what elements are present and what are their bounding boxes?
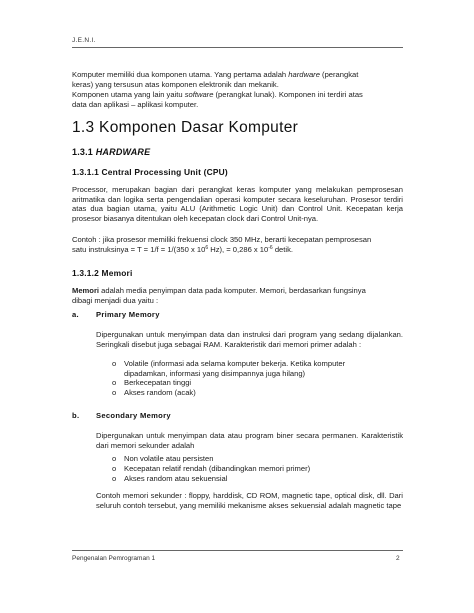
intro-software-term: software <box>184 90 214 99</box>
intro-text: data dan aplikasi – aplikasi komputer. <box>72 99 199 109</box>
subsection-title: HARDWARE <box>95 147 151 157</box>
memory-text: adalah media penyimpan data pada komputer. Memori, berdasarkan fungsinya <box>99 286 366 295</box>
bullet-marker: o <box>112 359 117 368</box>
bullet-text: dipadamkan, informasi yang disimpannya juga hilang) <box>124 368 306 378</box>
secondary-bullet-2 <box>112 464 403 474</box>
bullet-text: Akses random atau sekuensial <box>124 474 228 483</box>
exponent: -6 <box>268 244 273 251</box>
memory-text: dibagi menjadi dua yaitu : <box>72 295 159 305</box>
page-number: 2 <box>396 555 400 562</box>
bullet-text: Kecepatan relatif rendah (dibandingkan memori primer) <box>124 464 311 473</box>
header-title: J.E.N.I. <box>72 37 96 44</box>
cpu-heading: 1.3.1.1 Central Processing Unit (CPU) <box>72 167 228 177</box>
bullet-marker: o <box>112 464 117 473</box>
bullet-marker: o <box>112 378 117 387</box>
primary-marker: a. <box>72 310 79 319</box>
primary-bullet-1 <box>112 359 403 379</box>
bullet-text: Berkecepatan tinggi <box>124 378 192 387</box>
memory-heading: 1.3.1.2 Memori <box>72 268 133 278</box>
section-heading: 1.3 Komponen Dasar Komputer <box>72 119 299 136</box>
primary-bullet-3 <box>112 388 403 398</box>
bullet-text: Akses random (acak) <box>124 388 196 397</box>
subsection-number: 1.3.1 <box>72 147 96 157</box>
subsection-heading <box>72 147 150 157</box>
primary-title: Primary Memory <box>96 310 160 319</box>
cpu-example-line: Contoh : jika prosesor memiliki frekuensi clock 350 MHz, berarti kecepatan pemprosesan <box>72 235 372 244</box>
secondary-example: Contoh memori sekunder : floppy, harddisk, CD ROM, magnetic tape, optical disk, dll. Dari seluruh contoh tersebut, yang memiliki mekanisme akses sekuensial adalah magnetic tape <box>96 491 403 510</box>
cpu-example-line: detik. <box>272 244 293 254</box>
intro-text: Komponen utama yang lain yaitu <box>72 90 185 99</box>
intro-text: Komputer memiliki dua komponen utama. Yang pertama adalah <box>72 70 289 79</box>
intro-paragraph-1 <box>72 70 403 89</box>
header-rule <box>72 47 403 48</box>
bullet-text: Volatile (informasi ada selama komputer bekerja. Ketika komputer <box>124 359 346 368</box>
primary-bullet-2 <box>112 378 403 388</box>
cpu-example-line: Hz), = 0,286 x 10 <box>208 244 269 254</box>
bullet-marker: o <box>112 474 117 483</box>
secondary-marker: b. <box>72 411 80 420</box>
cpu-example <box>72 235 403 254</box>
cpu-example-line: satu instruksinya = T = 1/f = 1/(350 x 10 <box>72 244 206 254</box>
intro-text: (perangkat lunak). Komponen ini terdiri atas <box>213 90 363 99</box>
secondary-description: Dipergunakan untuk menyimpan data atau program biner secara permanen. Karakteristik dari memori sekunder adalah <box>96 431 403 450</box>
footer-title: Pengenalan Pemrograman 1 <box>72 555 156 562</box>
memory-term: Memori <box>72 286 100 295</box>
primary-description: Dipergunakan untuk menyimpan data dan instruksi dari program yang sedang dijalankan. Seringkali disebut juga sebagai RAM. Karakteristik dari memori primer adalah : <box>96 330 403 349</box>
secondary-bullet-1 <box>112 454 403 464</box>
exponent: 6 <box>205 244 209 251</box>
secondary-title: Secondary Memory <box>96 411 171 420</box>
intro-paragraph-2 <box>72 90 403 109</box>
bullet-marker: o <box>112 388 117 397</box>
cpu-paragraph: Processor, merupakan bagian dari perangkat keras komputer yang melakukan pemprosesan aritmatika dan logika serta pengendalian operasi komputer secara keseluruhan. Prosesor terdiri atas dua bagian utama, yaitu ALU (Arithmetic Logic Unit) dan Control Unit. Kecepatan kerja prosesor biasanya ditentukan oleh kecepatan clock dari Control Unit-nya. <box>72 185 403 223</box>
intro-text: keras) yang tersusun atas komponen elektronik dan mekanik. <box>72 79 279 89</box>
intro-text: (perangkat <box>319 70 359 79</box>
bullet-marker: o <box>112 454 117 463</box>
intro-hardware-term: hardware <box>288 70 320 79</box>
secondary-bullet-3 <box>112 474 403 484</box>
memory-paragraph <box>72 286 403 305</box>
bullet-text: Non volatile atau persisten <box>124 454 214 463</box>
footer-rule <box>72 550 403 551</box>
